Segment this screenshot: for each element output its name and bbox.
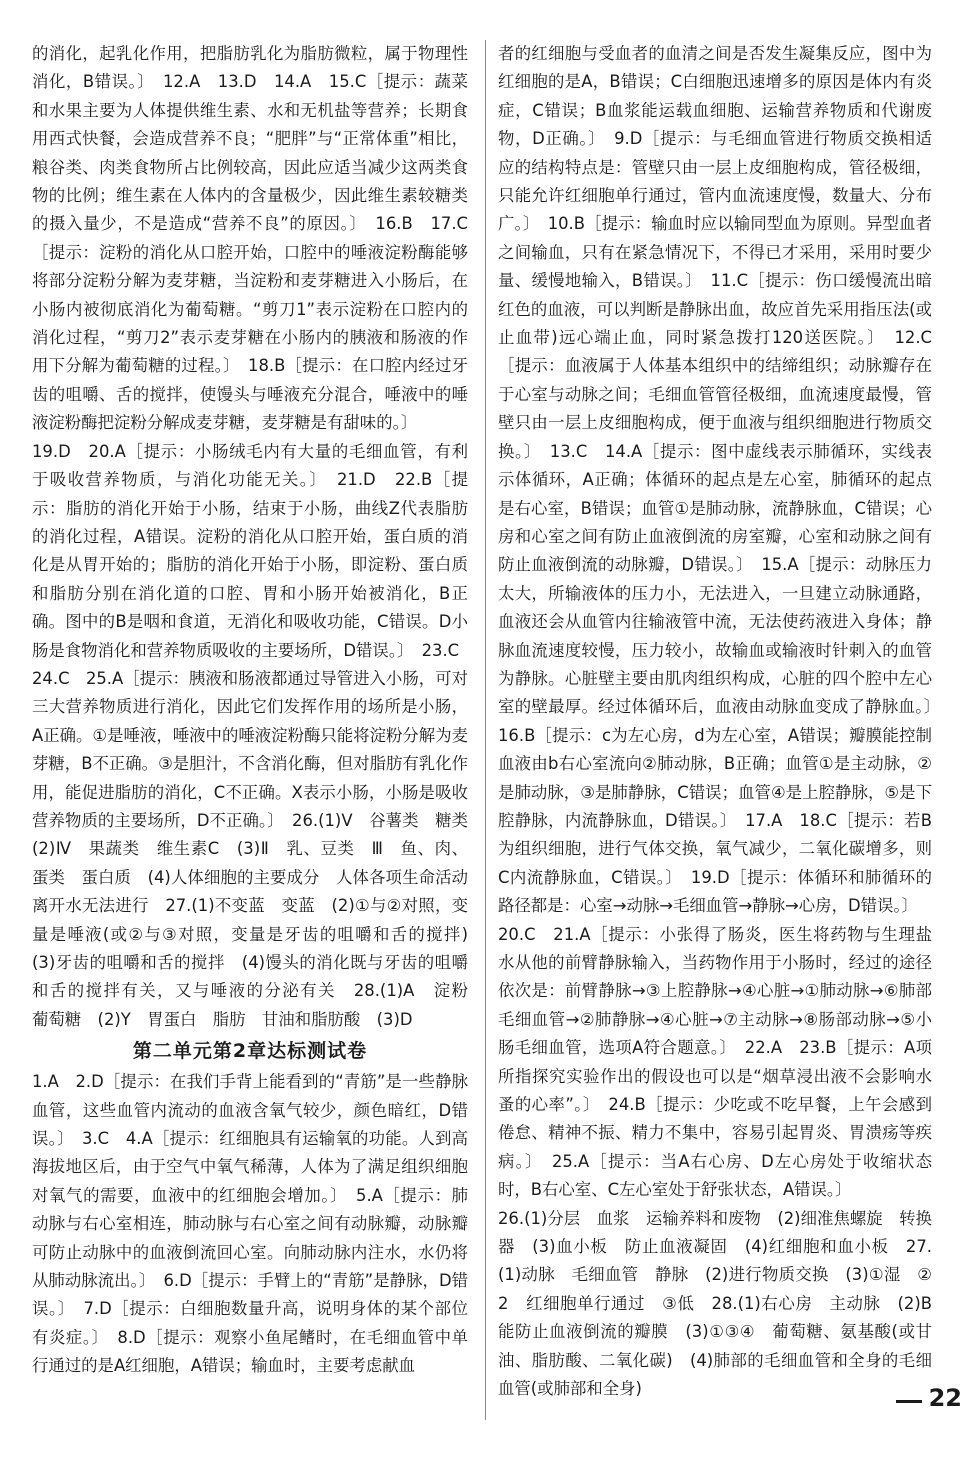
answer-block: 者的红细胞与受血者的血清之间是否发生凝集反应，图中为红细胞的是A，B错误；C白细胞迅速增多的原因是体内有炎症，C错误；B血浆能运载血细胞、运输营养物质和代谢废物，D正确。〕 9.D［提示：与毛细血管进行物质交换相适应的结构特点是：管壁只由一层上皮细胞构成，管径极细，只能允许红细胞单行通过，管内血流速度慢，数量大、分布广。〕 10.B［提示：输血时应以输同型血为原则。异型血者之间输血，只有在紧急情况下，不得已才采用，采用时要少量、缓慢地输入，B错误。〕 11.C［提示：伤口缓慢流出暗红色的血液，可以判断是静脉出血，故应首先采用指压法(或止血带)远心端止血，同时紧急拨打120送医院。〕 12.C［提示：血液属于人体基本组织中的结缔组织；动脉瓣存在于心室与动脉之间；毛细血管管径极细，血流速度最慢，管壁只由一层上皮细胞构成，便于血液与组织细胞进行物质交换。〕 13.C 14.A［提示：图中虚线表示肺循环，实线表示体循环，A正确；体循环的起点是左心室，肺循环的起点是右心室，B错误；血管①是肺动脉，流静脉血，C错误；心房和心室之间有防止血液倒流的房室瓣，心室和动脉之间有防止血液倒流的动脉瓣，D错误。〕 15.A［提示：动脉压力太大，所输液体的压力小，无法进入，一旦建立动脉通路，血液还会从血管内往输液管中流，无法使药液进入身体；静脉血流速度较慢，压力较小，故输血或输液时针刺入的血管为静脉。心脏壁主要由肌肉组织构成，心脏的四个腔中左心室的壁最厚。经过体循环后，血液由动脉血变成了静脉血。〕 16.B［提示：c为左心房，d为左心室，A错误；瓣膜能控制血液由b右心室流向②肺动脉，B正确；血管①是主动脉，②是肺动脉，③是肺静脉，C错误；血管④是上腔静脉，⑤是下腔静脉，内流静脉血，D错误。〕 17.A 18.C［提示：若B为组织细胞，进行气体交换，氧气减少，二氧化碳增多，则C内流静脉血，C错误。〕 19.D［提示：体循环和肺循环的路径都是：心室→动脉→毛细血管→静脉→心房，D错误。〕	[498, 44, 949, 916]
answer-block: 的消化，起乳化作用，把脂肪乳化为脂肪微粒，属于物理性消化，B错误。〕 12.A 13.D 14.A 15.C［提示：蔬菜和水果主要为人体提供维生素、水和无机盐等营养；长期食用西式快餐，会造成营养不良；“肥胖”与“正常体重”相比，粮谷类、肉类食物所占比例较高，因此应适当减少这两类食物的比例；维生素在人体内的含量极少，因此维生素较糖类的摄入量少，不是造成“营养不良”的原因。〕 16.B 17.C［提示：淀粉的消化从口腔开始，口腔中的唾液淀粉酶能够将部分淀粉分解为麦芽糖，当淀粉和麦芽糖进入小肠后，在小肠内被彻底消化为葡萄糖。“剪刀1”表示淀粉在口腔内的消化过程，“剪刀2”表示麦芽糖在小肠内的胰液和肠液的作用下分解为葡萄糖的过程。〕 18.B［提示：在口腔内经过牙齿的咀嚼、舌的搅拌，使馒头与唾液充分混合，唾液中的唾液淀粉酶把淀粉分解成麦芽糖，麦芽糖是有甜味的。〕	[32, 44, 468, 433]
answer-block: 19.D 20.A［提示：小肠绒毛内有大量的毛细血管，有利于吸收营养物质，与消化功能无关。〕 21.D 22.B［提示：脂肪的消化开始于小肠，结束于小肠，曲线Z代表脂肪的消化过程，A错误。淀粉的消化从口腔开始，蛋白质的消化是从胃开始的；脂肪的消化开始于小肠，即淀粉、蛋白质和脂肪分别在消化道的口腔、胃和小肠开始被消化，B正确。图中的B是咽和食道，无消化和吸收功能，C错误。D小肠是食物消化和营养物质吸收的主要场所，D错误。〕 23.C	[32, 441, 468, 660]
column-divider	[485, 40, 486, 1420]
answer-block: 20.C 21.A［提示：小张得了肠炎，医生将药物与生理盐水从他的前臂静脉输入，当药物作用于小肠时，经过的途径依次是：前臂静脉→③上腔静脉→④心脏→①肺动脉→⑥肺部毛细血管→②肺静脉→④心脏→⑦主动脉→⑧肠部动脉→⑤小肠毛细血管，选项A符合题意。〕 22.A 23.B［提示：A项所指探究实验作出的假设也可以是“烟草浸出液不会影响水蚤的心率”。〕 24.B［提示：少吃或不吃早餐，上午会感到倦怠、精神不振、精力不集中，容易引起胃炎、胃溃疡等疾病。〕 25.A［提示：当A右心房、D左心房处于收缩状态时，B右心室、C左心室处于舒张状态，A错误。〕	[498, 924, 932, 1200]
answer-block: 1.A 2.D［提示：在我们手背上能看到的“青筋”是一些静脉血管，这些血管内流动的血液含氧气较少，颜色暗红，D错误。〕 3.C 4.A［提示：红细胞具有运输氧的功能。人到高海拔地区后，由于空气中氧气稀薄，人体为了满足组织细胞对氧气的需要，血液中的红细胞会增加。〕 5.A［提示：肺动脉与右心室相连，肺动脉与右心室之间有动脉瓣，动脉瓣可防止动脉中的血液倒流回心室。向肺动脉内注水，水仍将从肺动脉流出。〕 6.D［提示：手臂上的“青筋”是静脉，D错误。〕 7.D［提示：白细胞数量升高，说明身体的某个部位有炎症。〕 8.D［提示：观察小鱼尾鳍时，在毛细血管中单行通过的是A红细胞，A错误；输血时，主要考虑献血	[32, 1072, 468, 1376]
page-number-dash	[896, 1400, 922, 1403]
section-heading: 第二单元第2章达标测试卷	[132, 1040, 368, 1063]
answer-block: 24.C 25.A［提示：胰液和肠液都通过导管进入小肠，可对三大营养物质进行消化，因此它们发挥作用的场所是小肠，A正确。①是唾液，唾液中的唾液淀粉酶只能将淀粉分解为麦芽糖，B不正确。③是胆汁，不含消化酶，但对脂肪有乳化作用，能促进脂肪的消化，C不正确。X表示小肠，小肠是吸收营养物质的主要场所，D不正确。〕 26.(1)Ⅴ 谷薯类 糖类 (2)Ⅳ 果蔬类 维生素C (3)Ⅱ 乳、豆类 Ⅲ 鱼、肉、蛋类 蛋白质 (4)人体细胞的主要成分 人体各项生命活动离开水无法进行 27.(1)不变蓝 变蓝 (2)①与②对照，变量是唾液(或②与③对照，变量是牙齿的咀嚼和舌的搅拌) (3)牙齿的咀嚼和舌的搅拌 (4)馒头的消化既与牙齿的咀嚼和舌的搅拌有关，又与唾液的分泌有关 28.(1)A 淀粉 葡萄糖 (2)Y 胃蛋白 脂肪 甘油和脂肪酸 (3)D	[32, 668, 485, 1029]
right-column	[498, 40, 949, 1404]
answer-block: 26.(1)分层 血浆 运输养料和废物 (2)细准焦螺旋 转换器 (3)血小板 防止血液凝固 (4)红细胞和血小板 27.(1)动脉 毛细血管 静脉 (2)进行物质交换 (3)①湿 ②2 红细胞单行通过 ③低 28.(1)右心房 主动脉 (2)B 能防止血液倒流的瓣膜 (3)①③④ 葡萄糖、氨基酸(或甘油、脂肪酸、二氧化碳) (4)肺部的毛细血管和全身的毛细血管(或肺部和全身)	[498, 1208, 949, 1399]
left-column	[32, 40, 485, 1381]
page-number: 22	[928, 1384, 962, 1412]
